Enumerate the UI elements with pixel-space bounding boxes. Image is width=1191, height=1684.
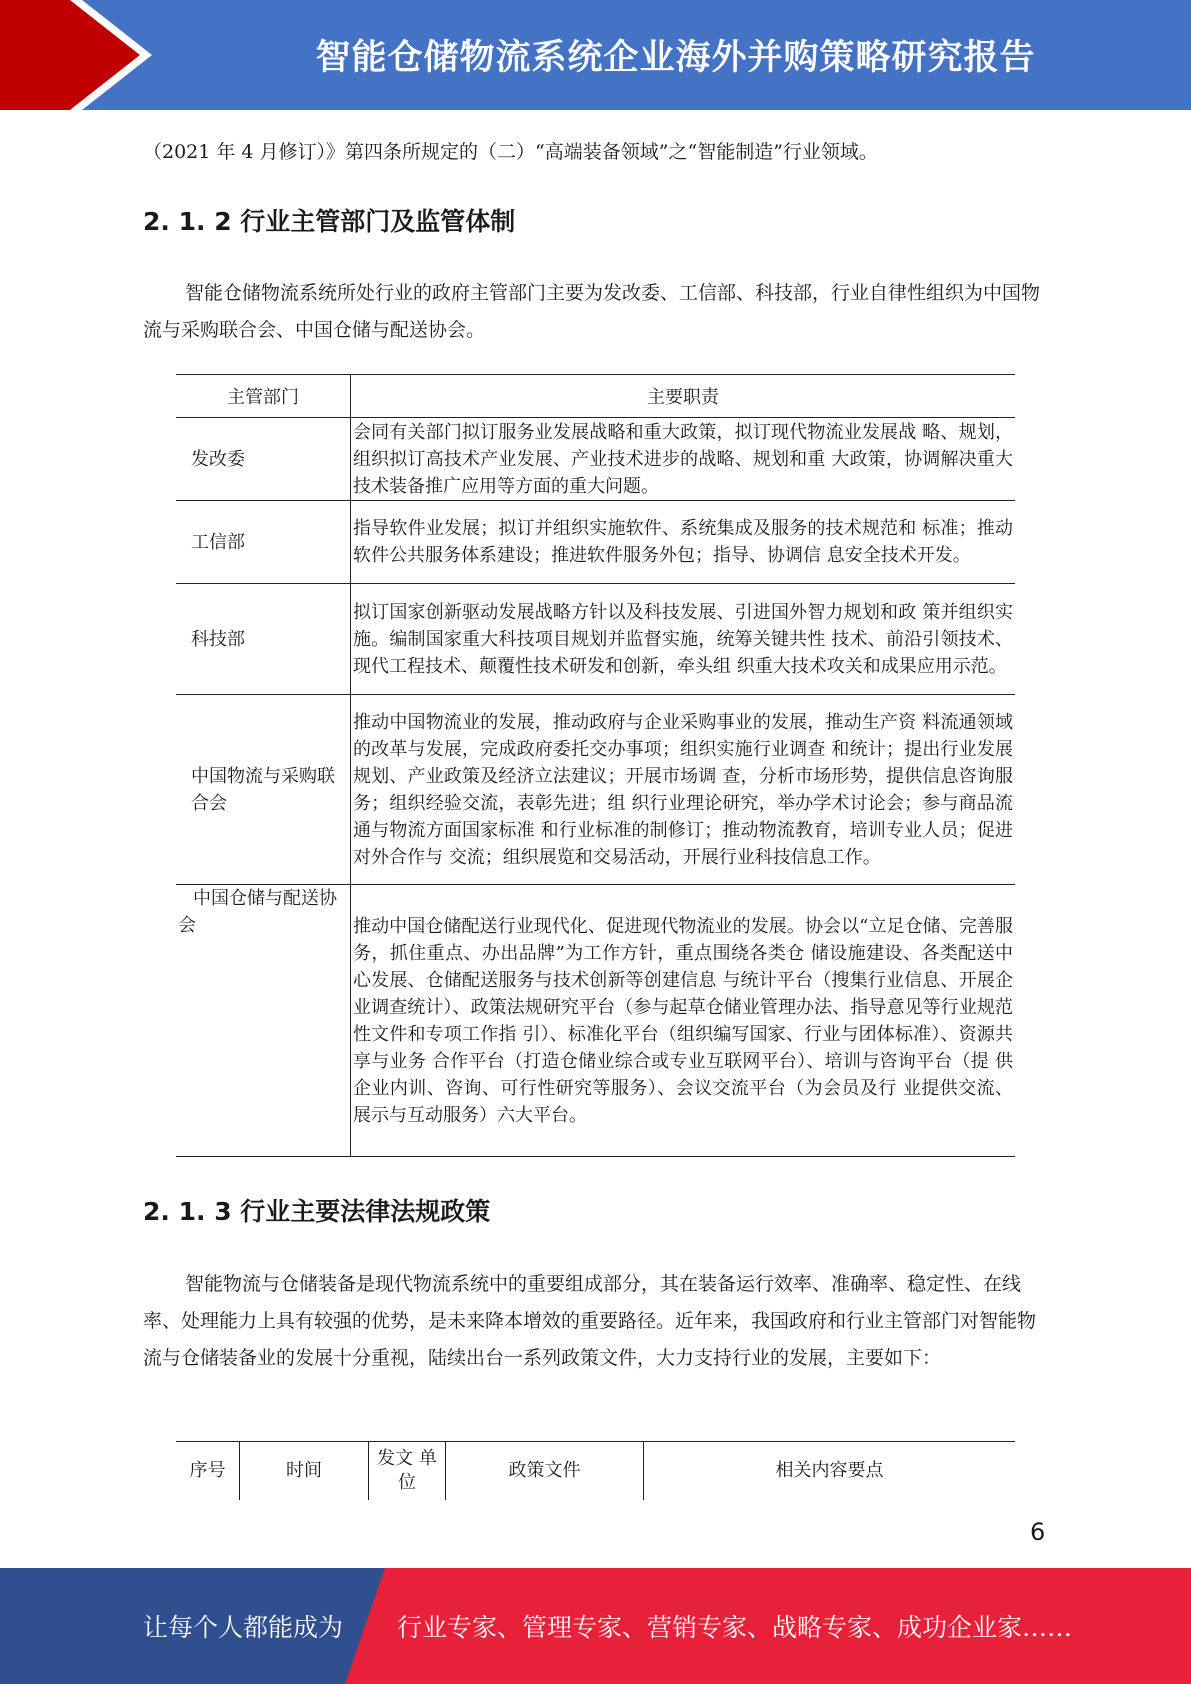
table-header-duties: 主要职责 xyxy=(351,375,1016,418)
section-paragraph-2-1-2: 智能仓储物流系统所处行业的政府主管部门主要为发改委、工信部、科技部，行业自律性组织为中国物流与采购联合会、中国仓储与配送协会。 xyxy=(143,282,1041,341)
policy-header-issuer: 发文 单位 xyxy=(369,1442,446,1501)
duties-cell: 会同有关部门拟订服务业发展战略和重大政策，拟订现代物流业发展战 略、规划，组织拟订高技术产业发展、产业技术进步的战略、规划和重 大政策，协调解决重大技术装备推广应用等方面的重大问题。 xyxy=(351,418,1016,501)
section-heading-2-1-2: 2. 1. 2 行业主管部门及监管体制 xyxy=(143,207,516,236)
footer-slogan-left: 让每个人都能成为 xyxy=(143,1613,344,1642)
duties-cell: 拟订国家创新驱动发展战略方针以及科技发展、引进国外智力规划和政 策并组织实施。编制国家重大科技项目规划并监督实施，统筹关键共性 技术、前沿引领技术、现代工程技术、颠覆性技术研发和创新，牵头组 织重大技术攻关和成果应用示范。 xyxy=(351,584,1016,695)
section-paragraph-2-1-3: 智能物流与仓储装备是现代物流系统中的重要组成部分，其在装备运行效率、准确率、稳定性、在线率、处理能力上具有较强的优势，是未来降本增效的重要路径。近年来，我国政府和行业主管部门对智能物流与仓储装备业的发展十分重视，陆续出台一系列政策文件，大力支持行业的发展，主要如下： xyxy=(143,1273,1037,1369)
table-row xyxy=(176,695,1015,885)
dept-cell: 发改委 xyxy=(176,418,351,501)
duties-cell: 推动中国仓储配送行业现代化、促进现代物流业的发展。协会以“立足仓储、完善服务，抓住重点、办出品牌”为工作方针，重点围绕各类仓 储设施建设、各类配送中心发展、仓储配送服务与技术创新等创建信息 与统计平台（搜集行业信息、开展企业调查统计）、政策法规研究平台（参与起草仓储业管理办法、指导意见等行业规范性文件和专项工作指 引）、标准化平台（组织编写国家、行业与团体标准）、资源共享与业务 合作平台（打造仓储业综合或专业互联网平台）、培训与咨询平台（提 供企业内训、咨询、可行性研究等服务）、会议交流平台（为会员及行 业提供交流、展示与互动服务）六大平台。 xyxy=(351,885,1016,1157)
policy-header-seq: 序号 xyxy=(176,1442,240,1501)
table-header-row xyxy=(176,375,1015,418)
table-header-dept: 主管部门 xyxy=(176,375,351,418)
section-heading-2-1-3: 2. 1. 3 行业主要法律法规政策 xyxy=(143,1197,491,1226)
dept-cell: 中国物流与采购联合会 xyxy=(176,695,351,885)
table-row xyxy=(176,418,1015,501)
dept-cell: 中国仓储与配送协会 xyxy=(176,885,351,1157)
intro-line: （2021 年 4 月修订）》第四条所规定的（二）“高端装备领域”之“智能制造”行业领域。 xyxy=(143,141,878,163)
policy-table-header-row xyxy=(176,1442,1015,1501)
page-footer xyxy=(0,1568,1191,1684)
policy-header-key-points: 相关内容要点 xyxy=(644,1442,1016,1501)
policy-table xyxy=(176,1441,1015,1500)
policy-header-document: 政策文件 xyxy=(446,1442,644,1501)
table-row xyxy=(176,501,1015,584)
table-row xyxy=(176,885,1015,1157)
page-header xyxy=(0,0,1191,110)
policy-header-time: 时间 xyxy=(240,1442,369,1501)
footer-slogan-right: 行业专家、管理专家、营销专家、战略专家、成功企业家…… xyxy=(397,1613,1073,1642)
duties-cell: 推动中国物流业的发展，推动政府与企业采购事业的发展，推动生产资 料流通领域的改革与发展，完成政府委托交办事项；组织实施行业调查 和统计；提出行业发展规划、产业政策及经济立法建议；开展市场调 查，分析市场形势，提供信息咨询服务；组织经验交流，表彰先进；组 织行业理论研究，举办学术讨论会；参与商品流通与物流方面国家标准 和行业标准的制修订；推动物流教育，培训专业人员；促进对外合作与 交流；组织展览和交易活动，开展行业科技信息工作。 xyxy=(351,695,1016,885)
duties-table xyxy=(176,374,1015,1157)
duties-cell: 指导软件业发展；拟订并组织实施软件、系统集成及服务的技术规范和 标准；推动软件公共服务体系建设；推进软件服务外包；指导、协调信 息安全技术开发。 xyxy=(351,501,1016,584)
header-title: 智能仓储物流系统企业海外并购策略研究报告 xyxy=(315,38,1036,78)
table-row xyxy=(176,584,1015,695)
header-arrow-decoration xyxy=(0,0,160,110)
page-number: 6 xyxy=(1030,1518,1046,1546)
dept-cell: 科技部 xyxy=(176,584,351,695)
dept-cell: 工信部 xyxy=(176,501,351,584)
